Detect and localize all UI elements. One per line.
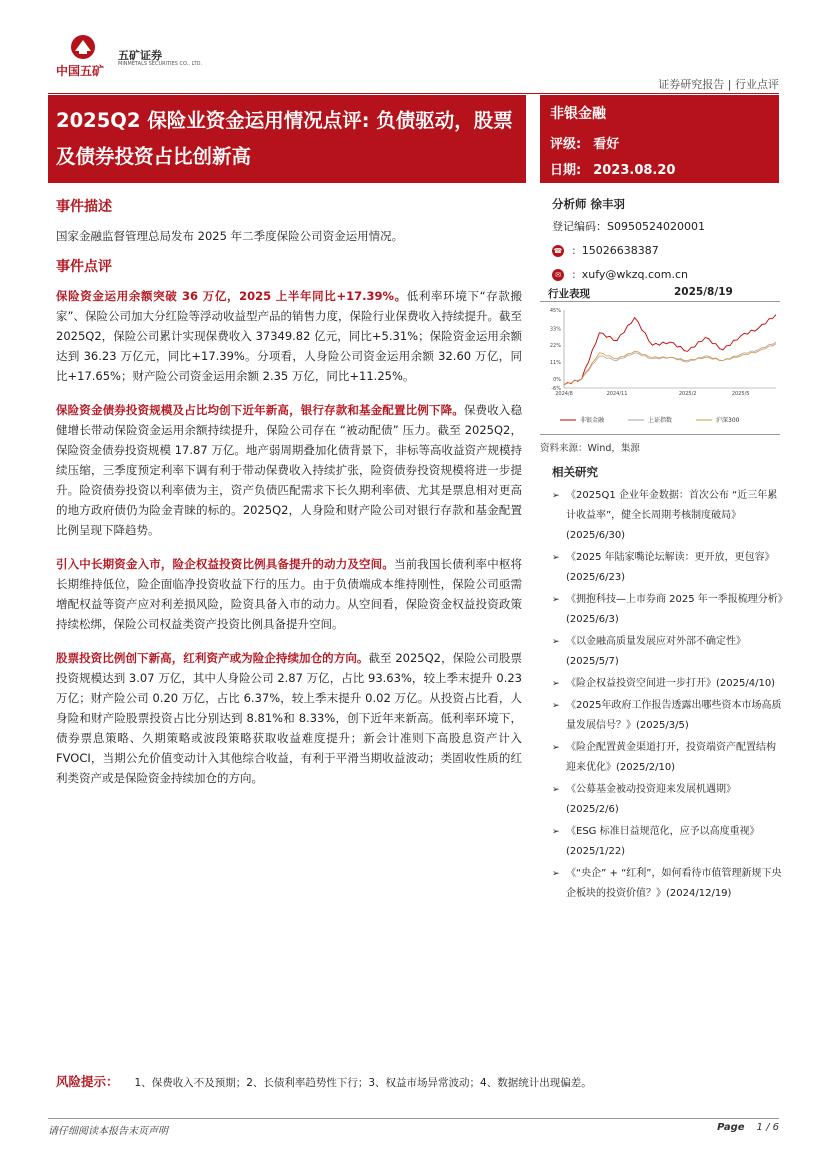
comment-paragraph <box>56 554 522 634</box>
chart-bottom-divider <box>540 434 780 435</box>
paragraph-lead: 股票投资比例创下新高，红利资产或为险企持续加仓的方向。 <box>56 651 369 665</box>
comment-paragraph <box>56 648 522 788</box>
paragraph-lead: 引入中长期资金入市，险企权益投资比例具备提升的动力及空间。 <box>56 557 394 571</box>
mail-icon: ✉ <box>552 269 564 281</box>
chart-header <box>540 284 780 302</box>
event-text: 国家金融监督管理总局发布 2025 年二季度保险公司资金运用情况。 <box>56 229 404 243</box>
risk-text: 1、保费收入不及预期；2、长债利率趋势性下行；3、权益市场异常波动；4、数据统计出现偏差。 <box>134 1077 592 1089</box>
chart-y-tick-label: 22% <box>549 343 561 350</box>
paragraph-body: 截至 2025Q2，保险公司股票投资规模达到 3.07 万亿，其中人身险公司 2.87 万亿，占比 93.63%，较上季末提升 0.23 万亿；财产险公司 0.20 万亿，占比 6.37%，较上季末提升 0.02 万亿。从投资占比看，人身险和财产险股票投资占比分别达到 8.81%和 8.33%，创下近年来新高。低利率环境下，债券票息策略、久期策略或波段策略获取收益难度提升；新会计准则下高股息资产计入 FVOCI，当期公允价值变动计入其他综合收益，有利于平滑当期收益波动；类固收性质的红利类资产或是保险资金持续加仓的方向。 <box>56 651 523 785</box>
related-item[interactable]: ➢ 《2025Q1 企业年金数据：首次公布 “近三年累计收益率”，健全长周期考核制度破局》(2025/6/30) <box>552 486 784 546</box>
chart-x-tick-label: 2024/8 <box>555 391 573 397</box>
related-item[interactable]: ➢ 《2025年政府工作报告透露出哪些资本市场高质量发展信号？》(2025/3/5) <box>552 696 784 736</box>
comment-paragraph <box>56 400 522 540</box>
related-item[interactable]: ➢ 《险企权益投资空间进一步打开》(2025/4/10) <box>552 674 784 694</box>
chart-series-line <box>564 342 776 385</box>
brand-subtitle: MINMETALS SECURITIES CO., LTD. <box>118 61 203 67</box>
related-item[interactable]: ➢ 《拥抱科技—上市券商 2025 年一季报梳理分析》(2025/6/3) <box>552 590 784 630</box>
paragraph-body: 当前我国长债利率中枢将长期维持低位，险企面临净投资收益下行的压力。由于负债端成本维持刚性，保险公司亟需增配权益等资产应对利差损风险，险资具备入市的动力。从空间看，保险资金权益投资政策持续松绑，保险公司权益类资产投资比例具备提升空间。 <box>56 557 523 631</box>
chart-legend-label: 沪深300 <box>716 417 740 424</box>
rating-info-box <box>540 95 779 183</box>
chart-date: 2025/8/19 <box>674 286 733 298</box>
phone-icon: ☎ <box>553 247 563 255</box>
analyst-registration: 登记编码：S0950524020001 <box>552 220 705 233</box>
chart-y-tick-label: 0% <box>553 376 561 383</box>
risk-warning <box>56 1072 776 1090</box>
header-divider <box>48 93 779 94</box>
minmetals-emblem-icon <box>70 34 96 60</box>
chart-y-tick-label: 33% <box>549 326 561 333</box>
page-number: 1 / 6 <box>756 1122 779 1133</box>
chart-x-tick-label: 2024/11 <box>606 391 628 397</box>
chart-series-line <box>564 344 776 385</box>
separator: : <box>572 268 576 281</box>
date-value: 2023.08.20 <box>593 163 676 178</box>
report-title: 2025Q2 保险业资金运用情况点评: 负债驱动，股票及债券投资占比创新高 <box>56 109 513 168</box>
chart-legend-label: 非银金融 <box>580 417 605 424</box>
chart-x-tick-label: 2025/5 <box>731 391 750 397</box>
chart-x-tick-label: 2025/2 <box>678 391 697 397</box>
analyst-email[interactable]: xufy@wkzq.com.cn <box>581 268 689 281</box>
analyst-name: 分析师 徐丰羽 <box>552 197 626 211</box>
paragraph-lead: 保险资金运用余额突破 36 万亿，2025 上半年同比+17.39%。 <box>56 289 407 303</box>
analyst-info <box>552 196 782 284</box>
related-item[interactable]: ➢ 《2025 年陆家嘴论坛解读：更开放，更包容》(2025/6/23) <box>552 548 784 588</box>
page-label: Page <box>717 1122 745 1133</box>
company-logo <box>56 34 203 80</box>
rating-label: 评级: <box>550 137 582 152</box>
logo-chinese-name: 中国五矿 <box>56 64 105 78</box>
paragraph-body: 保费收入稳健增长带动保险资金运用余额持续提升，保险公司存在 “被动配债” 压力。截至 2025Q2，保险资金债券投资规模 17.87 万亿。地产弱周期叠加化债背景下，非标等高收益资产规模持续压缩，三季度预定利率下调有利于带动保费收入持续扩张，险资债券投资规模将进一步提升。险资债券投资以利率债为主，资产负债匹配需求下长久期利率债、尤其是票息相对更高的地方政府债仍为险金青睐的标的。2025Q2，人身险和财产险公司对银行存款和基金配置比例呈现下降趋势。 <box>56 403 523 537</box>
report-type: 证券研究报告 | 行业点评 <box>658 78 779 91</box>
page-indicator <box>717 1122 779 1133</box>
chart-title: 行业表现 <box>548 288 590 300</box>
title-banner <box>48 95 526 183</box>
related-heading: 相关研究 <box>552 465 598 479</box>
event-heading: 事件描述 <box>56 199 112 215</box>
paragraph-lead: 保险资金债券投资规模及占比均创下近年新高，银行存款和基金配置比例下降。 <box>56 403 464 417</box>
related-item[interactable]: ➢ 《“央企” + “红利”，如何看待市值管理新规下央企板块的投资价值？》(2024/12/19) <box>552 864 784 904</box>
date-label: 日期: <box>550 163 582 178</box>
sector-label: 非银金融 <box>550 106 606 122</box>
main-content <box>56 196 522 788</box>
industry-performance-chart <box>540 284 780 434</box>
chart-y-tick-label: 11% <box>549 360 561 366</box>
chart-y-tick-label: 45% <box>549 308 561 314</box>
chart-legend-label: 上证指数 <box>648 417 673 424</box>
analyst-phone: 15026638387 <box>581 244 659 257</box>
footer-divider <box>48 1118 779 1119</box>
chart-source: 资料来源：Wind，集源 <box>540 443 640 454</box>
related-research <box>552 464 784 906</box>
related-item[interactable]: ➢ 《险企配置黄金渠道打开，投资端资产配置结构迎来优化》(2025/2/10) <box>552 738 784 778</box>
date-row <box>550 159 675 178</box>
footer-disclaimer: 请仔细阅读本报告末页声明 <box>48 1126 168 1137</box>
comment-heading: 事件点评 <box>56 259 112 275</box>
paragraph-body: 低利率环境下“存款搬家”、保险公司加大分红险等浮动收益型产品的销售力度，保险行业保费收入持续提升。截至 2025Q2，保险公司累计实现保费收入 37349.82 亿元，同比+5.31%；保险资金运用余额达到 36.23 万亿元，同比+17.39%。分项看，人身险公司资金运用余额 32.60 万亿，同比+17.65%；财产险公司资金运用余额 2.35 万亿，同比+11.25%。 <box>56 289 522 383</box>
brand-name: 五矿证券 <box>118 49 162 62</box>
analyst-phone-row <box>552 242 782 260</box>
analyst-email-row <box>552 266 782 284</box>
related-item[interactable]: ➢ 《公募基金被动投资迎来发展机遇期》(2025/2/6) <box>552 780 784 820</box>
comment-paragraph <box>56 286 522 386</box>
separator: : <box>572 244 576 257</box>
chart-plot <box>540 304 780 432</box>
rating-row <box>550 133 619 152</box>
rating-value: 看好 <box>593 137 620 152</box>
chart-y-tick-label: -6% <box>551 386 561 392</box>
risk-label: 风险提示： <box>56 1074 119 1089</box>
chart-series-line <box>564 315 776 385</box>
related-item[interactable]: ➢ 《ESG 标准日益规范化，应予以高度重视》(2025/1/22) <box>552 822 784 862</box>
related-list <box>552 486 784 904</box>
related-item[interactable]: ➢ 《以金融高质量发展应对外部不确定性》(2025/5/7) <box>552 632 784 672</box>
